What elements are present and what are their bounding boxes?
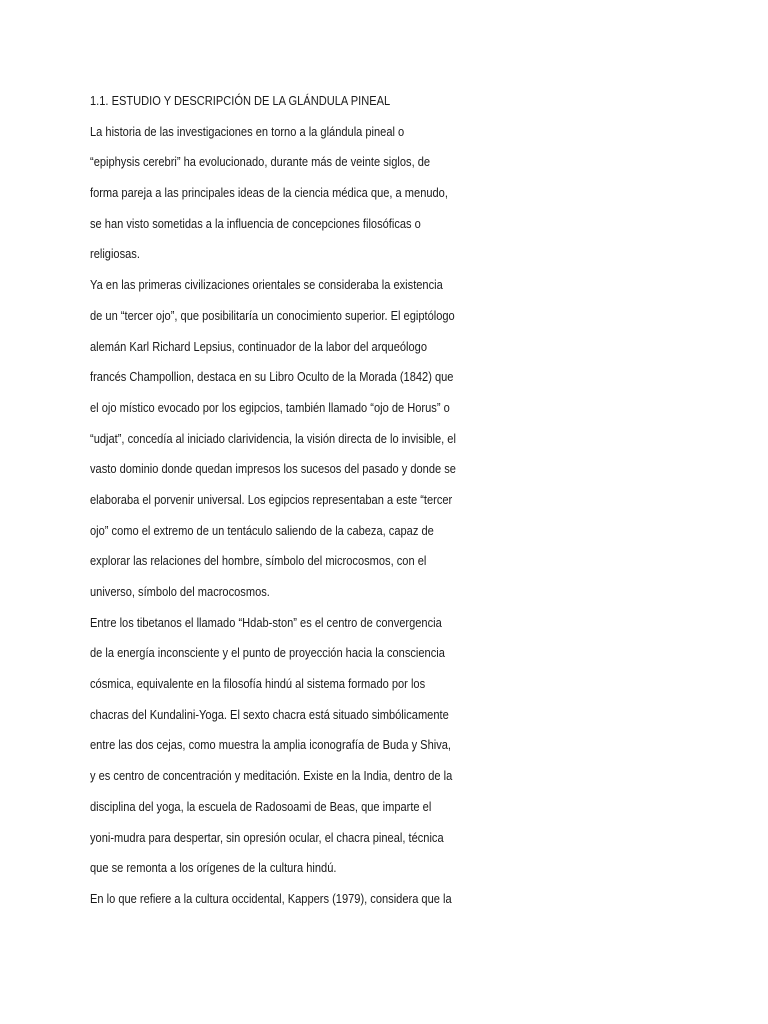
text-line: La historia de las investigaciones en torno a la glándula pineal o bbox=[90, 124, 405, 139]
text-line: cósmica, equivalente en la filosofía hindú al sistema formado por los bbox=[90, 677, 426, 692]
text-line: el ojo místico evocado por los egipcios, también llamado “ojo de Horus” o bbox=[90, 400, 450, 415]
text-line: “epiphysis cerebri” ha evolucionado, durante más de veinte siglos, de bbox=[90, 155, 431, 170]
text-line: universo, símbolo del macrocosmos. bbox=[90, 585, 270, 599]
text-line: chacras del Kundalini-Yoga. El sexto chacra está situado simbólicamente bbox=[90, 707, 449, 722]
text-line: ojo” como el extremo de un tentáculo saliendo de la cabeza, capaz de bbox=[90, 523, 434, 538]
text-line: de la energía inconsciente y el punto de proyección hacia la consciencia bbox=[90, 646, 445, 661]
text-line: En lo que refiere a la cultura occidental, Kappers (1979), considera que la bbox=[90, 891, 452, 906]
text-line: de un “tercer ojo”, que posibilitaría un conocimiento superior. El egiptólogo bbox=[90, 308, 455, 323]
text-line: vasto dominio donde quedan impresos los sucesos del pasado y donde se bbox=[90, 462, 456, 477]
text-line: se han visto sometidas a la influencia de concepciones filosóficas o bbox=[90, 216, 421, 231]
text-line: disciplina del yoga, la escuela de Radosoami de Beas, que imparte el bbox=[90, 799, 432, 814]
text-line: forma pareja a las principales ideas de la ciencia médica que, a menudo, bbox=[90, 186, 448, 201]
text-line: que se remonta a los orígenes de la cultura hindú. bbox=[90, 861, 337, 876]
text-line: alemán Karl Richard Lepsius, continuador de la labor del arqueólogo bbox=[90, 339, 428, 354]
text-line: y es centro de concentración y meditación. Existe en la India, dentro de la bbox=[90, 769, 453, 784]
section-heading: 1.1. ESTUDIO Y DESCRIPCIÓN DE LA GLÁNDULA PINEAL bbox=[90, 94, 391, 108]
text-line: religiosas. bbox=[90, 247, 140, 262]
text-line: elaboraba el porvenir universal. Los egipcios representaban a este “tercer bbox=[90, 492, 453, 507]
text-line: francés Champollion, destaca en su Libro Oculto de la Morada (1842) que bbox=[90, 370, 454, 385]
text-line: entre las dos cejas, como muestra la amplia iconografía de Buda y Shiva, bbox=[90, 738, 451, 753]
text-line: yoni-mudra para despertar, sin opresión ocular, el chacra pineal, técnica bbox=[90, 830, 444, 845]
text-line: explorar las relaciones del hombre, símbolo del microcosmos, con el bbox=[90, 554, 427, 569]
text-line: Ya en las primeras civilizaciones orientales se consideraba la existencia bbox=[90, 278, 443, 293]
text-line: Entre los tibetanos el llamado “Hdab-ston” es el centro de convergencia bbox=[90, 615, 442, 630]
text-line: “udjat”, concedía al iniciado clarividencia, la visión directa de lo invisible, el bbox=[90, 431, 456, 446]
document-body bbox=[90, 90, 636, 919]
